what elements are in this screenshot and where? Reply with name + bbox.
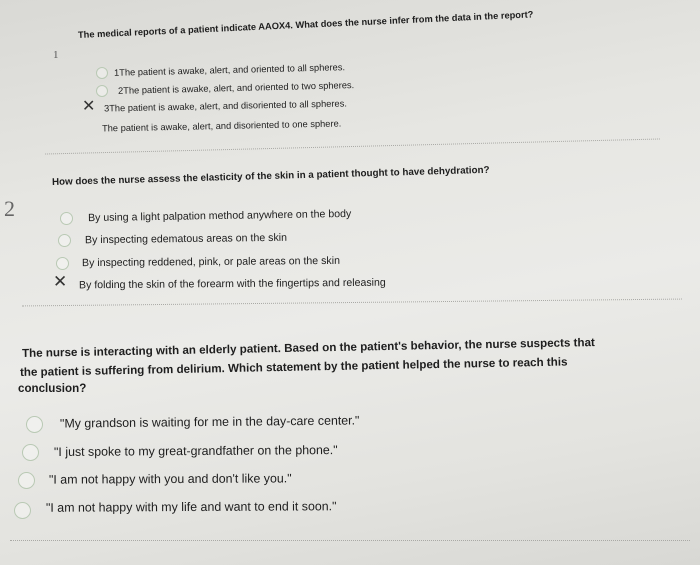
question-1-number: 1	[53, 49, 59, 61]
option-radio[interactable]	[26, 416, 43, 433]
x-mark-icon: ✕	[82, 98, 96, 115]
question-3-line: The nurse is interacting with an elderly patient. Based on the patient's behavior, the nurse suspects that	[21, 336, 595, 360]
option-text[interactable]: By using a light palpation method anywhere on the body	[87, 207, 352, 225]
divider	[10, 540, 690, 541]
option-text[interactable]: "I am not happy with my life and want to end it soon."	[45, 499, 337, 515]
question-3-line: conclusion?	[18, 382, 87, 395]
option-text[interactable]: 3The patient is awake, alert, and disoriented to all spheres.	[103, 98, 347, 114]
option-radio[interactable]	[56, 257, 69, 270]
question-3-line: the patient is suffering from delirium. Which statement by the patient helped the nurse to reach this	[19, 355, 568, 379]
option-text[interactable]: The patient is awake, alert, and disoriented to one sphere.	[101, 118, 342, 134]
divider	[22, 299, 682, 307]
option-text[interactable]: By inspecting edematous areas on the skin	[84, 231, 288, 247]
option-radio[interactable]	[14, 502, 31, 519]
option-radio[interactable]	[22, 444, 39, 461]
option-radio[interactable]	[96, 85, 108, 97]
option-text[interactable]: "I just spoke to my great-grandfather on the phone."	[53, 443, 338, 459]
question-2-number: 2	[4, 196, 15, 221]
question-2-text: How does the nurse assess the elasticity of the skin in a patient thought to have dehydration?	[51, 164, 490, 188]
x-mark-icon: ✕	[53, 272, 68, 291]
divider	[45, 138, 660, 154]
option-text[interactable]: 2The patient is awake, alert, and oriented to two spheres.	[117, 80, 355, 96]
option-text[interactable]: By inspecting reddened, pink, or pale areas on the skin	[81, 254, 341, 270]
option-radio[interactable]	[60, 212, 73, 225]
option-text[interactable]: "My grandson is waiting for me in the day-care center."	[59, 413, 360, 431]
option-text[interactable]: "I am not happy with you and don't like you."	[48, 471, 292, 487]
option-text[interactable]: 1The patient is awake, alert, and oriented to all spheres.	[113, 62, 346, 78]
question-1-text: The medical reports of a patient indicate AAOX4. What does the nurse infer from the data in the report?	[77, 9, 534, 40]
option-radio[interactable]	[96, 67, 108, 79]
option-text[interactable]: By folding the skin of the forearm with the fingertips and releasing	[78, 276, 386, 292]
option-radio[interactable]	[18, 472, 35, 489]
option-radio[interactable]	[58, 234, 71, 247]
